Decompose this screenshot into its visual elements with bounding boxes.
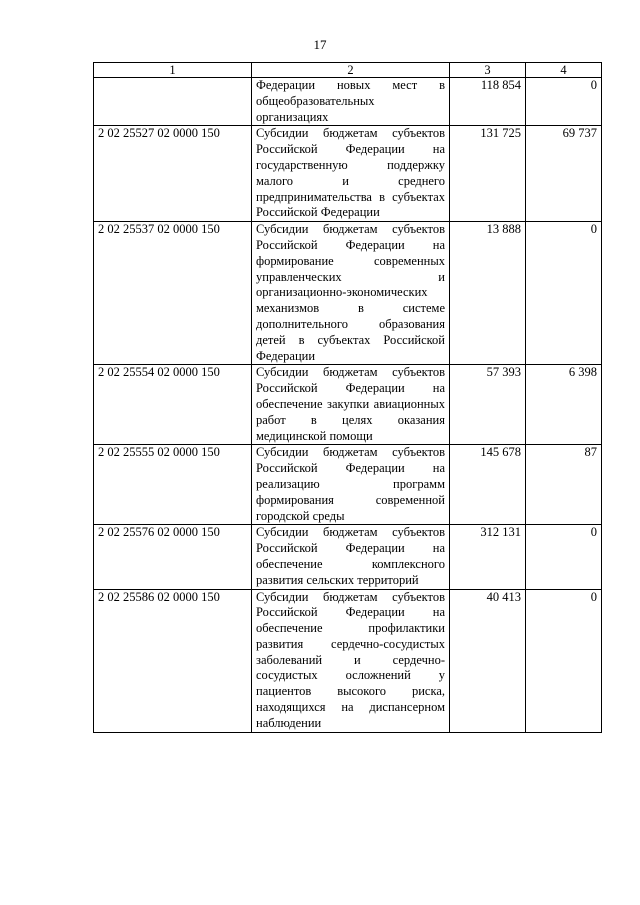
row-code: 2 02 25537 02 0000 150 xyxy=(94,222,252,365)
row-code: 2 02 25586 02 0000 150 xyxy=(94,589,252,732)
row-value-col3: 40 413 xyxy=(450,589,526,732)
row-value-col4: 0 xyxy=(526,589,602,732)
row-code: 2 02 25576 02 0000 150 xyxy=(94,525,252,589)
row-name: Субсидии бюджетам субъектов Российской Федерации на обеспечение профилактики развития сердечно-сосудистых заболеваний и сердечно-сосудистых осложнений у пациентов высокого риска, находящихся на диспансерном наблюдении xyxy=(252,589,450,732)
row-value-col3: 145 678 xyxy=(450,445,526,525)
column-header-1: 1 xyxy=(94,63,252,78)
table-header-row xyxy=(94,63,602,78)
row-value-col3: 131 725 xyxy=(450,126,526,222)
row-value-col3: 118 854 xyxy=(450,78,526,126)
row-name: Субсидии бюджетам субъектов Российской Федерации на государственную поддержку малого и среднего предпринимательства в субъектах Российской Федерации xyxy=(252,126,450,222)
row-value-col3: 57 393 xyxy=(450,365,526,445)
column-header-2: 2 xyxy=(252,63,450,78)
table-row xyxy=(94,126,602,222)
row-name: Субсидии бюджетам субъектов Российской Федерации на обеспечение закупки авиационных работ в целях оказания медицинской помощи xyxy=(252,365,450,445)
row-name: Субсидии бюджетам субъектов Российской Федерации на формирование современных управленческих и организационно-экономических механизмов в системе дополнительного образования детей в субъектах Российской Федерации xyxy=(252,222,450,365)
page-number: 17 xyxy=(313,37,327,52)
row-name: Субсидии бюджетам субъектов Российской Федерации на обеспечение комплексного развития сельских территорий xyxy=(252,525,450,589)
row-value-col4: 0 xyxy=(526,222,602,365)
table-row xyxy=(94,445,602,525)
row-value-col3: 312 131 xyxy=(450,525,526,589)
budget-table xyxy=(93,62,602,733)
row-value-col4: 6 398 xyxy=(526,365,602,445)
row-code: 2 02 25527 02 0000 150 xyxy=(94,126,252,222)
row-value-col4: 69 737 xyxy=(526,126,602,222)
table-row xyxy=(94,365,602,445)
column-header-4: 4 xyxy=(526,63,602,78)
table-row xyxy=(94,525,602,589)
row-code: 2 02 25555 02 0000 150 xyxy=(94,445,252,525)
column-header-3: 3 xyxy=(450,63,526,78)
row-name: Субсидии бюджетам субъектов Российской Федерации на реализацию программ формирования современной городской среды xyxy=(252,445,450,525)
row-code: 2 02 25554 02 0000 150 xyxy=(94,365,252,445)
row-name: Федерации новых мест в общеобразовательных организациях xyxy=(252,78,450,126)
row-code xyxy=(94,78,252,126)
table-row xyxy=(94,78,602,126)
row-value-col4: 0 xyxy=(526,78,602,126)
table-row xyxy=(94,589,602,732)
row-value-col3: 13 888 xyxy=(450,222,526,365)
row-value-col4: 87 xyxy=(526,445,602,525)
table-row xyxy=(94,222,602,365)
row-value-col4: 0 xyxy=(526,525,602,589)
